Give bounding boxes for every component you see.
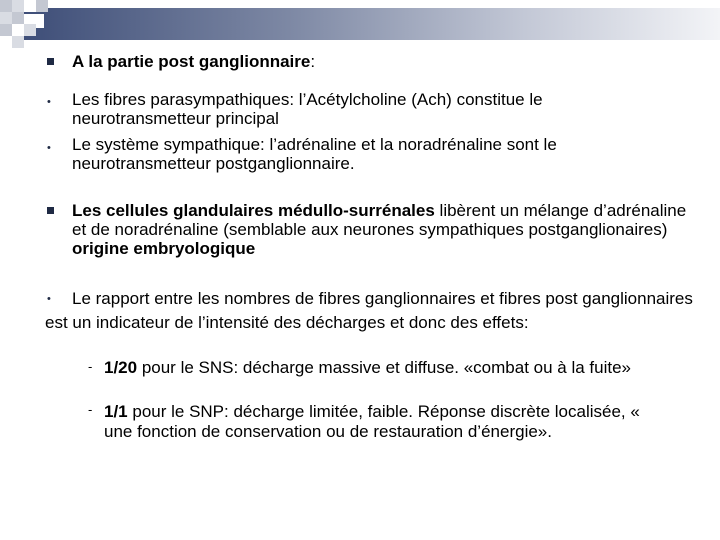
bullet-medullo-surrenales bbox=[72, 201, 692, 258]
sub-bullet-sns bbox=[104, 358, 694, 377]
body-phrase: pour le SNP: décharge limitée, faible. Réponse discrète localisée, « une fonction de conservation ou de restauration d’énergie». bbox=[104, 402, 640, 441]
bullet-rapport-fibres: Le rapport entre les nombres de fibres ganglionnaires et fibres post ganglionnaires est un indicateur de l’intensité des décharges et donc des effets: bbox=[45, 289, 693, 332]
square-bullet-icon bbox=[47, 58, 54, 65]
dot-bullet-icon: • bbox=[47, 96, 51, 108]
sub-bullet-snp bbox=[104, 402, 664, 442]
square-bullet-icon bbox=[47, 207, 54, 214]
bullet-post-ganglionnaire bbox=[72, 52, 692, 71]
dot-bullet-icon: • bbox=[47, 142, 51, 154]
bold-phrase: Les cellules glandulaires médullo-surrénales bbox=[72, 201, 435, 220]
bullet-heading: A la partie post ganglionnaire bbox=[72, 52, 311, 71]
ratio-value: 1/1 bbox=[104, 402, 128, 421]
bold-phrase: origine embryologique bbox=[72, 239, 256, 258]
body-phrase: libèrent un mélange d’adrénaline et de noradrénaline (semblable aux neurones sympathiques postganglionaires) bbox=[72, 201, 687, 239]
bullet-parasympathique: Les fibres parasympathiques: l’Acétylcholine (Ach) constitue le neurotransmetteur principal bbox=[72, 90, 543, 128]
bullet-sympathique: Le système sympathique: l’adrénaline et la noradrénaline sont le neurotransmetteur postganglionnaire. bbox=[72, 135, 557, 173]
bullet-heading-rest: : bbox=[310, 52, 316, 71]
ratio-value: 1/20 bbox=[104, 358, 138, 377]
dash-bullet-icon: ‑ bbox=[88, 402, 93, 417]
dot-bullet-icon: • bbox=[47, 293, 51, 305]
body-phrase: pour le SNS: décharge massive et diffuse. «combat ou à la fuite» bbox=[137, 358, 632, 377]
dash-bullet-icon: ‑ bbox=[88, 359, 93, 374]
